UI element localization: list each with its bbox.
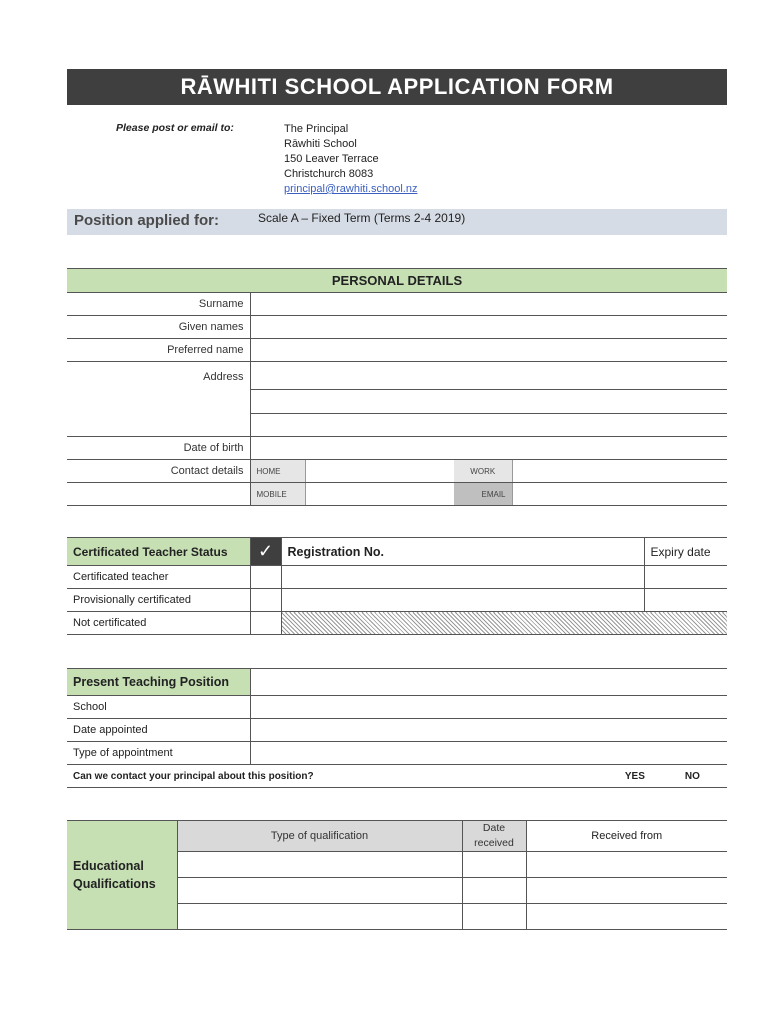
preferred-name-field[interactable] [250, 339, 727, 362]
type-of-appointment-label: Type of appointment [67, 742, 250, 765]
provisional-expiry-date-field[interactable] [644, 589, 727, 612]
principal-email-link[interactable]: principal@rawhiti.school.nz [284, 183, 418, 195]
preferred-name-label: Preferred name [67, 339, 250, 362]
registration-no-field[interactable] [281, 566, 644, 589]
not-certificated-label: Not certificated [67, 612, 250, 635]
date-appointed-field[interactable] [250, 719, 727, 742]
dob-label: Date of birth [67, 437, 250, 460]
present-position-table [67, 668, 727, 788]
address-label: Address [67, 362, 250, 437]
hatched-disabled-cell [281, 612, 727, 635]
not-certificated-checkbox[interactable] [250, 612, 281, 635]
qualification-date-field[interactable] [462, 852, 526, 878]
certificated-status-table [67, 537, 727, 635]
registration-no-heading: Registration No. [281, 538, 644, 566]
given-names-label: Given names [67, 316, 250, 339]
position-label: Position applied for: [74, 212, 219, 229]
certificated-teacher-checkbox[interactable] [250, 566, 281, 589]
provisional-registration-no-field[interactable] [281, 589, 644, 612]
mobile-label: MOBILE [250, 483, 305, 506]
date-received-heading: Date received [462, 821, 526, 852]
personal-details-heading: PERSONAL DETAILS [67, 269, 727, 293]
dob-field[interactable] [250, 437, 727, 460]
educational-qualifications-label: Educational Qualifications [67, 821, 177, 930]
address-field-2[interactable] [250, 390, 727, 414]
certificated-teacher-label: Certificated teacher [67, 566, 250, 589]
expiry-date-heading: Expiry date [644, 538, 727, 566]
type-of-qualification-heading: Type of qualification [177, 821, 462, 852]
expiry-date-field[interactable] [644, 566, 727, 589]
email-field[interactable] [512, 483, 727, 506]
post-label: Please post or email to: [116, 122, 234, 134]
educational-qualifications-table [67, 820, 727, 930]
present-position-heading: Present Teaching Position [67, 669, 250, 696]
school-field[interactable] [250, 696, 727, 719]
home-phone-field[interactable] [305, 460, 454, 483]
surname-label: Surname [67, 293, 250, 316]
address-line: Christchurch 8083 [284, 168, 374, 180]
received-from-heading: Received from [526, 821, 727, 852]
address-field-1[interactable] [250, 362, 727, 390]
qualification-from-field[interactable] [526, 852, 727, 878]
mobile-phone-field[interactable] [305, 483, 454, 506]
check-icon: ✓ [250, 538, 281, 566]
qualification-date-field[interactable] [462, 878, 526, 904]
qualification-type-field[interactable] [177, 878, 462, 904]
contact-spacer [67, 483, 250, 506]
contact-label: Contact details [67, 460, 250, 483]
home-label: HOME [250, 460, 305, 483]
no-option[interactable]: NO [679, 765, 727, 788]
address-line: The Principal [284, 123, 349, 135]
position-value[interactable]: Scale A – Fixed Term (Terms 2-4 2019) [258, 211, 466, 225]
cert-status-heading: Certificated Teacher Status [67, 538, 250, 566]
qualification-date-field[interactable] [462, 904, 526, 930]
provisionally-certificated-label: Provisionally certificated [67, 589, 250, 612]
yes-option[interactable]: YES [619, 765, 679, 788]
contact-principal-question: Can we contact your principal about this position? [67, 765, 619, 788]
provisionally-certificated-checkbox[interactable] [250, 589, 281, 612]
present-position-field[interactable] [250, 669, 727, 696]
qualification-from-field[interactable] [526, 904, 727, 930]
qualification-type-field[interactable] [177, 904, 462, 930]
type-of-appointment-field[interactable] [250, 742, 727, 765]
address-line: 150 Leaver Terrace [284, 153, 379, 165]
work-phone-field[interactable] [512, 460, 727, 483]
address-field-3[interactable] [250, 414, 727, 437]
school-label: School [67, 696, 250, 719]
email-label: EMAIL [454, 483, 512, 506]
work-label: WORK [454, 460, 512, 483]
form-title: RĀWHITI SCHOOL APPLICATION FORM [67, 69, 727, 105]
date-appointed-label: Date appointed [67, 719, 250, 742]
qualification-from-field[interactable] [526, 878, 727, 904]
surname-field[interactable] [250, 293, 727, 316]
qualification-type-field[interactable] [177, 852, 462, 878]
address-line: Rāwhiti School [284, 138, 357, 150]
given-names-field[interactable] [250, 316, 727, 339]
personal-details-table [67, 268, 727, 506]
